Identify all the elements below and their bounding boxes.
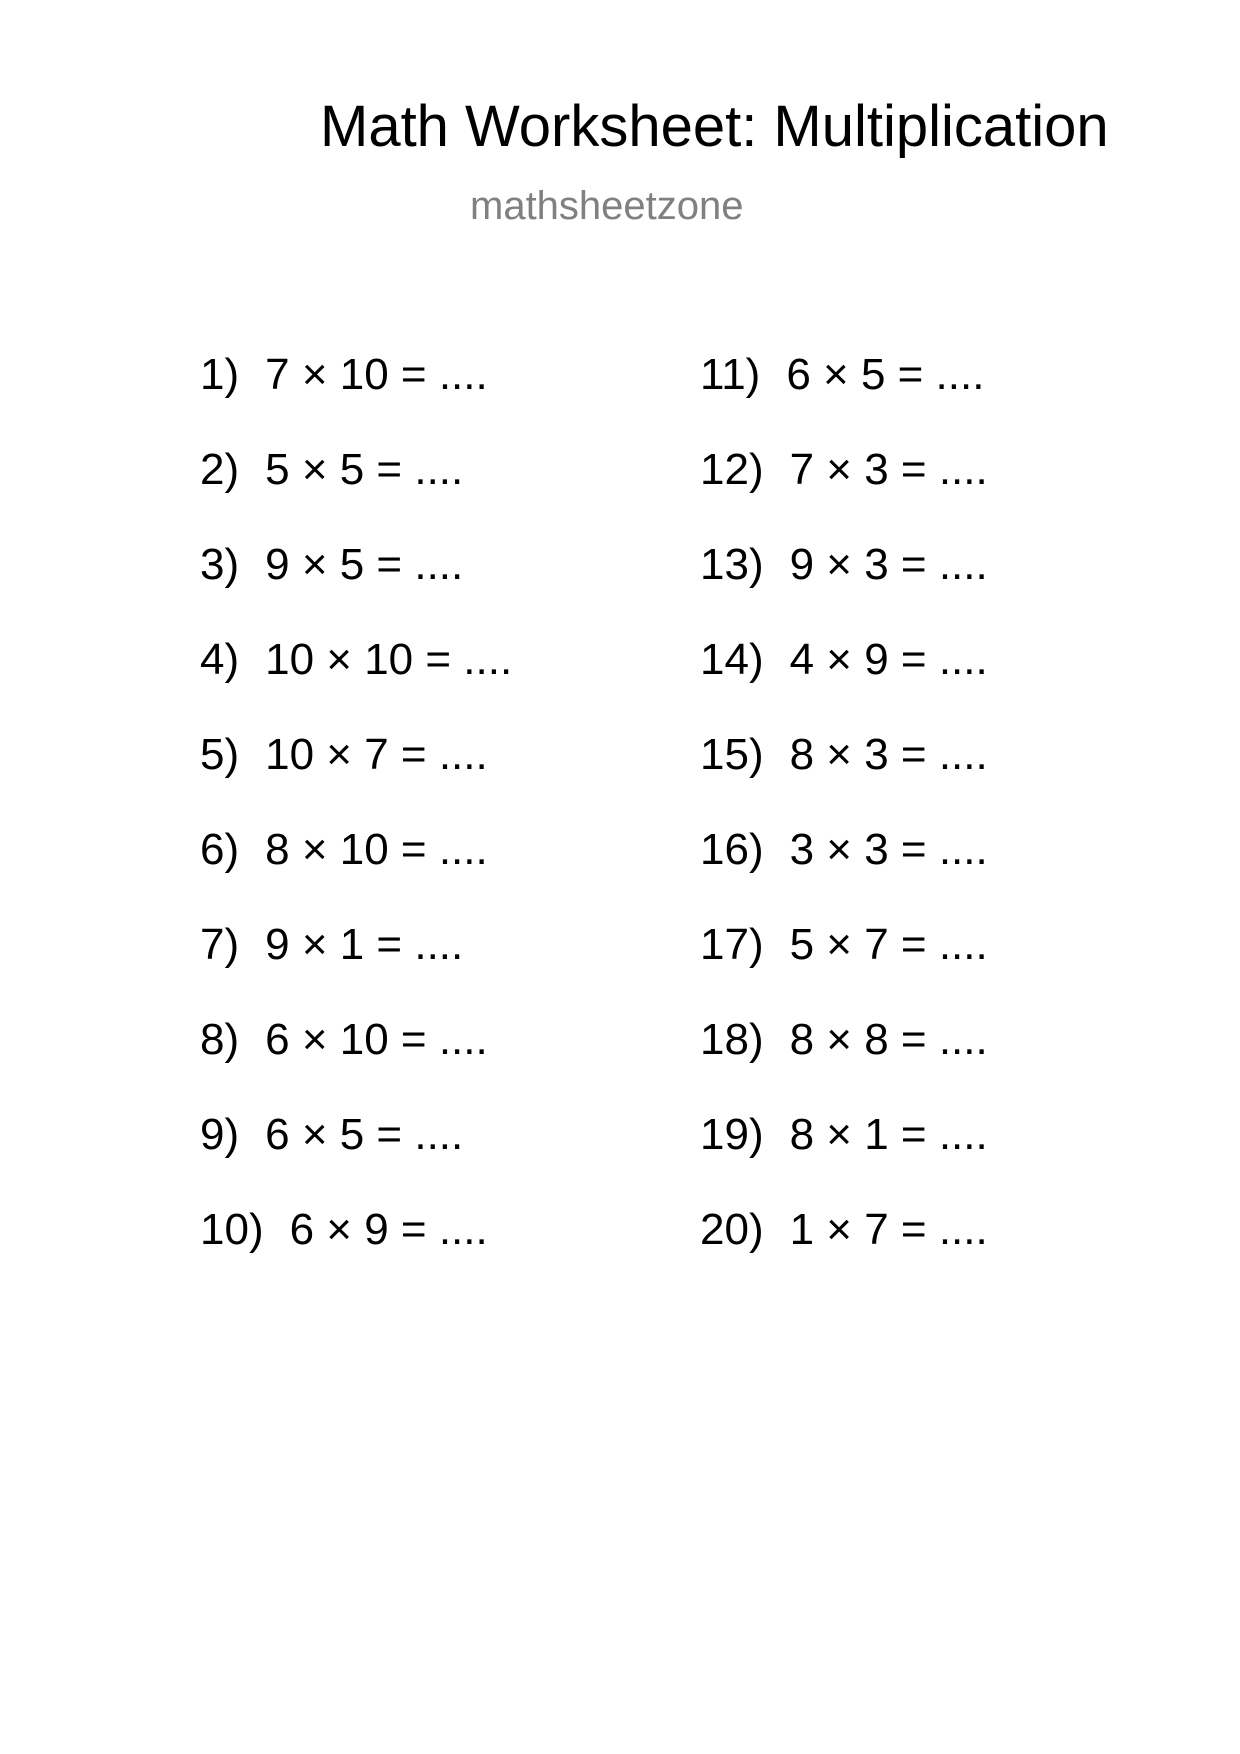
problem-item [700,1110,988,1208]
problem-item [200,730,512,828]
problem-column-left [200,350,513,1303]
problem-item [200,635,513,733]
worksheet-title: Math Worksheet: Multiplication [320,94,1109,159]
problem-number: 7) [200,920,240,969]
problem-item [700,1205,988,1303]
problem-expression: 7 × 10 = .... [265,350,488,399]
problem-item [700,635,988,733]
problem-expression: 7 × 3 = .... [789,445,988,494]
problem-expression: 10 × 7 = .... [265,730,488,779]
problem-expression: 6 × 9 = .... [289,1205,488,1254]
problem-expression: 8 × 3 = .... [789,730,988,779]
problem-number: 11) [700,350,761,399]
problem-number: 6) [200,825,240,874]
problem-expression: 10 × 10 = .... [265,635,513,684]
problem-number: 13) [700,540,764,589]
problem-expression: 9 × 5 = .... [265,540,464,589]
problem-item [200,1205,512,1303]
problem-number: 20) [700,1205,764,1254]
problem-expression: 6 × 10 = .... [265,1015,488,1064]
problem-item [200,920,512,1018]
problem-number: 2) [200,445,240,494]
problem-expression: 5 × 7 = .... [789,920,988,969]
problem-number: 19) [700,1110,764,1159]
problem-number: 15) [700,730,764,779]
problem-expression: 8 × 1 = .... [789,1110,988,1159]
problem-expression: 1 × 7 = .... [789,1205,988,1254]
problem-item [200,1110,512,1208]
problem-item [200,825,512,923]
problem-expression: 6 × 5 = .... [786,350,985,399]
problem-expression: 3 × 3 = .... [789,825,988,874]
problem-number: 17) [700,920,764,969]
problem-item [700,920,988,1018]
problem-item [700,730,988,828]
problem-number: 1) [200,350,240,399]
problem-number: 9) [200,1110,240,1159]
problem-item [200,350,512,448]
problem-expression: 8 × 8 = .... [789,1015,988,1064]
problem-expression: 4 × 9 = .... [789,635,988,684]
worksheet-subtitle: mathsheetzone [470,184,744,228]
problem-item [200,445,512,543]
problem-expression: 9 × 1 = .... [265,920,464,969]
problem-number: 14) [700,635,764,684]
problem-item [700,825,988,923]
problem-item [700,1015,988,1113]
problem-number: 10) [200,1205,264,1254]
problem-number: 18) [700,1015,764,1064]
problem-number: 5) [200,730,240,779]
problem-number: 16) [700,825,764,874]
problem-item [700,350,988,448]
problem-item [200,1015,512,1113]
problem-expression: 9 × 3 = .... [789,540,988,589]
problem-number: 12) [700,445,764,494]
problem-item [700,445,988,543]
problem-number: 8) [200,1015,240,1064]
problem-expression: 8 × 10 = .... [265,825,488,874]
problem-item [200,540,512,638]
problem-expression: 6 × 5 = .... [265,1110,464,1159]
problem-expression: 5 × 5 = .... [265,445,464,494]
problem-column-right [700,350,988,1303]
problem-number: 4) [200,635,240,684]
problem-item [700,540,988,638]
problem-number: 3) [200,540,240,589]
